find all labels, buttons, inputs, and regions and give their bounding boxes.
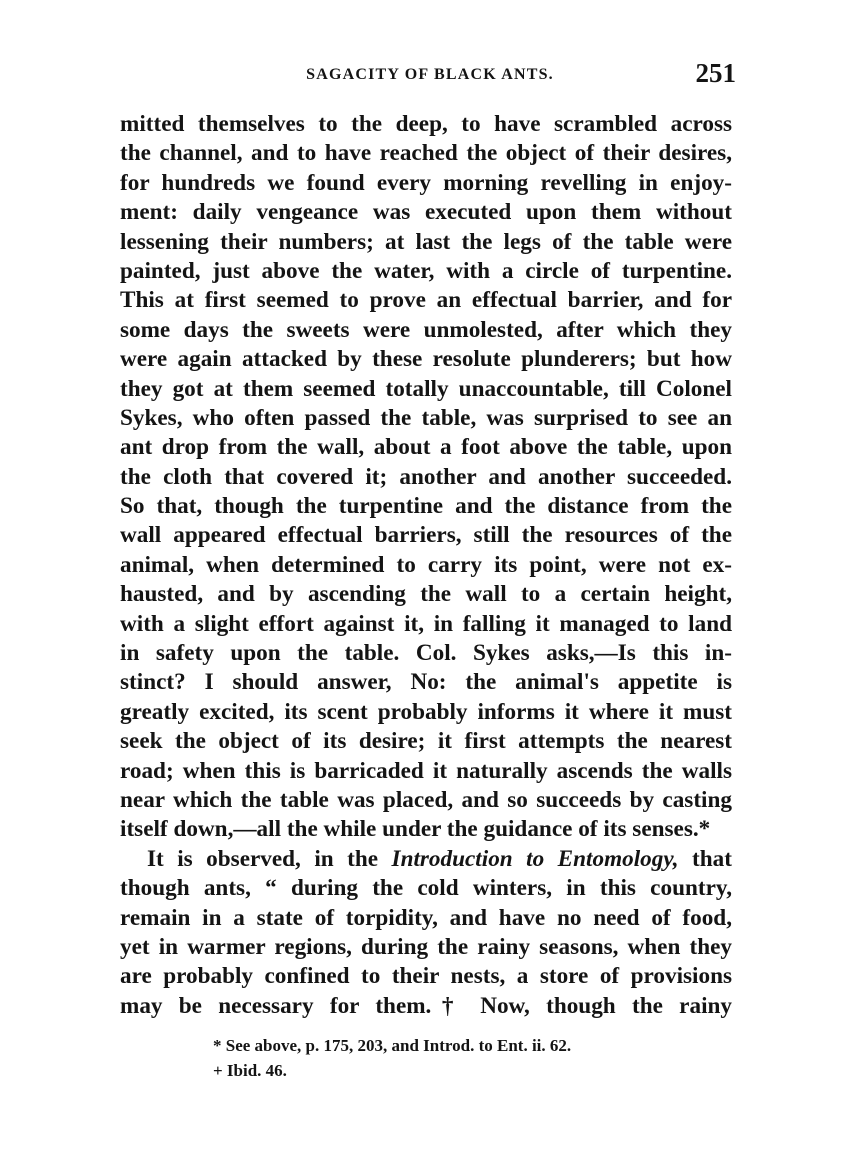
running-head-title: SAGACITY OF BLACK ANTS. (306, 66, 554, 83)
text-line: painted, just above the water, with a circle of turpentine. (120, 257, 732, 284)
page-number: 251 (695, 58, 736, 88)
text-line: were again attacked by these resolute plunderers; but how (120, 346, 732, 373)
text-line: wall appeared effectual barriers, still the resources of the (120, 522, 732, 549)
text-line: for hundreds we found every morning revelling in enjoy- (120, 169, 732, 196)
text-line: in safety upon the table. Col. Sykes asks,—Is this in- (120, 640, 732, 667)
text-line: remain in a state of torpidity, and have no need of food, (120, 904, 732, 931)
body-text (120, 110, 732, 1021)
text-line: ment: daily vengeance was executed upon them without (120, 199, 732, 226)
text-line: the channel, and to have reached the object of their desires, (120, 140, 732, 167)
text-line: with a slight effort against it, in falling it managed to land (120, 610, 732, 637)
text-line: road; when this is barricaded it naturally ascends the walls (120, 757, 732, 784)
text-line: greatly excited, its scent probably informs it where it must (120, 698, 732, 725)
text-line: yet in warmer regions, during the rainy seasons, when they (120, 933, 732, 960)
text-line: So that, though the turpentine and the distance from the (120, 493, 732, 520)
text-line: seek the object of its desire; it first attempts the nearest (120, 728, 732, 755)
text-line: Sykes, who often passed the table, was surprised to see an (120, 404, 732, 431)
footnote: + Ibid. 46. (213, 1061, 287, 1080)
text-line: some days the sweets were unmolested, after which they (120, 316, 732, 343)
footnotes (213, 1033, 733, 1083)
text-run: It is observed, in the (147, 845, 392, 872)
text-line: mitted themselves to the deep, to have scrambled across (120, 111, 732, 137)
text-line: stinct? I should answer, No: the animal's appetite is (120, 669, 732, 696)
running-header (120, 58, 740, 92)
text-line: ant drop from the wall, about a foot above the table, upon (120, 434, 732, 461)
text-line: may be necessary for them.† Now, though the rainy (120, 992, 732, 1019)
text-line: near which the table was placed, and so succeeds by casting (120, 786, 732, 813)
text-line: This at first seemed to prove an effectual barrier, and for (120, 287, 732, 314)
text-line: hausted, and by ascending the wall to a certain height, (120, 581, 732, 608)
text-line: animal, when determined to carry its point, were not ex- (120, 551, 732, 578)
text-line: though ants, “ during the cold winters, in this country, (120, 875, 732, 902)
footnote: * See above, p. 175, 203, and Introd. to Ent. ii. 62. (213, 1036, 572, 1055)
text-line: the cloth that covered it; another and another succeeded. (120, 463, 732, 490)
book-title: Introduction to Entomology, (391, 845, 679, 872)
text-run: that (678, 845, 732, 872)
text-line: they got at them seemed totally unaccountable, till Colonel (120, 375, 732, 402)
text-line: lessening their numbers; at last the legs of the table were (120, 228, 732, 255)
text-line: are probably confined to their nests, a store of provisions (120, 963, 732, 990)
paragraph-first-line (120, 845, 732, 874)
text-line: itself down,—all the while under the guidance of its senses.* (120, 816, 711, 843)
